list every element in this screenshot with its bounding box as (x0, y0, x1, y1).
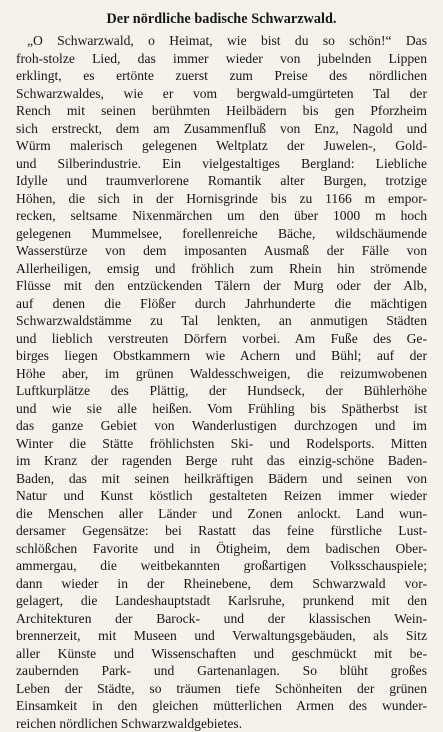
text-line: Allerheiligen, emsig und fröhlich zum Rhein hin strömende (16, 260, 427, 278)
text-line: dersamer Gegensätze: bei Rastatt das feine fürstliche Lust- (16, 522, 427, 540)
text-line: ammergau, die weitbekannten großartigen Volksschauspiele; (16, 557, 427, 575)
text-line: Architekturen der Barock- und der klassischen Wein- (16, 610, 427, 628)
text-line: Flüsse mit den entzückenden Tälern der Murg oder der Alb, (16, 277, 427, 295)
text-line: auf denen die Flößer durch Jahrhunderte die mächtigen (16, 295, 427, 313)
text-line: Luftkurplätze des Plättig, der Hundseck, der Bühlerhöhe (16, 382, 427, 400)
article-body (16, 32, 427, 732)
text-line: schlößchen Favorite und in Ötigheim, dem badischen Ober- (16, 540, 427, 558)
page-title: Der nördliche badische Schwarzwald. (16, 11, 427, 28)
text-line: Höhen, die sich in der Hornisgrinde bis zu 1166 m empor- (16, 190, 427, 208)
text-line: das ganze Gebiet von Wanderlustigen durchzogen und im (16, 417, 427, 435)
text-line: die Menschen aller Länder und Zonen anlockt. Land wun- (16, 505, 427, 523)
text-line: Idylle und traumverlorene Romantik alter Burgen, trotzige (16, 172, 427, 190)
text-line: und wie sie alle heißen. Vom Frühling bis Spätherbst ist (16, 400, 427, 418)
text-line: Leben der Städte, so träumen tiefe Schönheiten der grünen (16, 680, 427, 698)
text-line: birges liegen Obstkammern wie Achern und Bühl; auf der (16, 347, 427, 365)
text-line: gelegenen Mummelsee, forellenreiche Bäche, wildschäumende (16, 225, 427, 243)
text-line: brennerzeit, mit Museen und Verwaltungsgebäuden, als Sitz (16, 627, 427, 645)
text-line: und lieblich verstreuten Dörfern vorbei. Am Fuße des Ge- (16, 330, 427, 348)
text-line: erklingt, es ertönte zuerst zum Preise des nördlichen (16, 67, 427, 85)
text-line: recken, seltsame Nixenmärchen um den über 1000 m hoch (16, 207, 427, 225)
text-line: Schwarzwaldes, wie er vom bergwald-umgürteten Tal der (16, 85, 427, 103)
text-line: sich erstreckt, dem am Zusammenfluß von Enz, Nagold und (16, 120, 427, 138)
text-line: reichen nördlichen Schwarzwaldgebietes. (16, 715, 427, 732)
text-line: gelagert, die Landeshauptstadt Karlsruhe, prunkend mit den (16, 592, 427, 610)
text-line: Wasserstürze von dem imposanten Ausmaß der Fälle von (16, 242, 427, 260)
text-line: Winter die Stätte fröhlichsten Ski- und Rodelsports. Mitten (16, 435, 427, 453)
text-line: im Kranz der ragenden Berge ruht das einzig-schöne Baden- (16, 452, 427, 470)
text-line: Rench mit seinen berühmten Heilbädern bis gen Pforzheim (16, 102, 427, 120)
text-line: zaubernden Park- und Gartenanlagen. So blüht großes (16, 662, 427, 680)
text-line: dann wieder in der Rheinebene, dem Schwarzwald vor- (16, 575, 427, 593)
text-line: Baden, das mit seinen heilkräftigen Bädern und seinen von (16, 470, 427, 488)
text-line: Schwarzwaldstämme zu Tal lenkten, an anmutigen Städten (16, 312, 427, 330)
text-line: und Silberindustrie. Ein vielgestaltiges Bergland: Liebliche (16, 155, 427, 173)
text-line: Natur und Kunst köstlich gestalteten Reizen immer wieder (16, 487, 427, 505)
text-line: Würm malerisch gelegenen Weltplatz der Juwelen-, Gold- (16, 137, 427, 155)
text-line: „O Schwarzwald, o Heimat, wie bist du so schön!“ Das (16, 32, 427, 50)
text-line: froh-stolze Lied, das immer wieder von jubelnden Lippen (16, 50, 427, 68)
text-line: Höhe aber, im grünen Waldesschweigen, die reizumwobenen (16, 365, 427, 383)
text-line: aller Künste und Wissenschaften und geschmückt mit be- (16, 645, 427, 663)
text-line: Einsamkeit in den gleichen mütterlichen Armen des wunder- (16, 697, 427, 715)
